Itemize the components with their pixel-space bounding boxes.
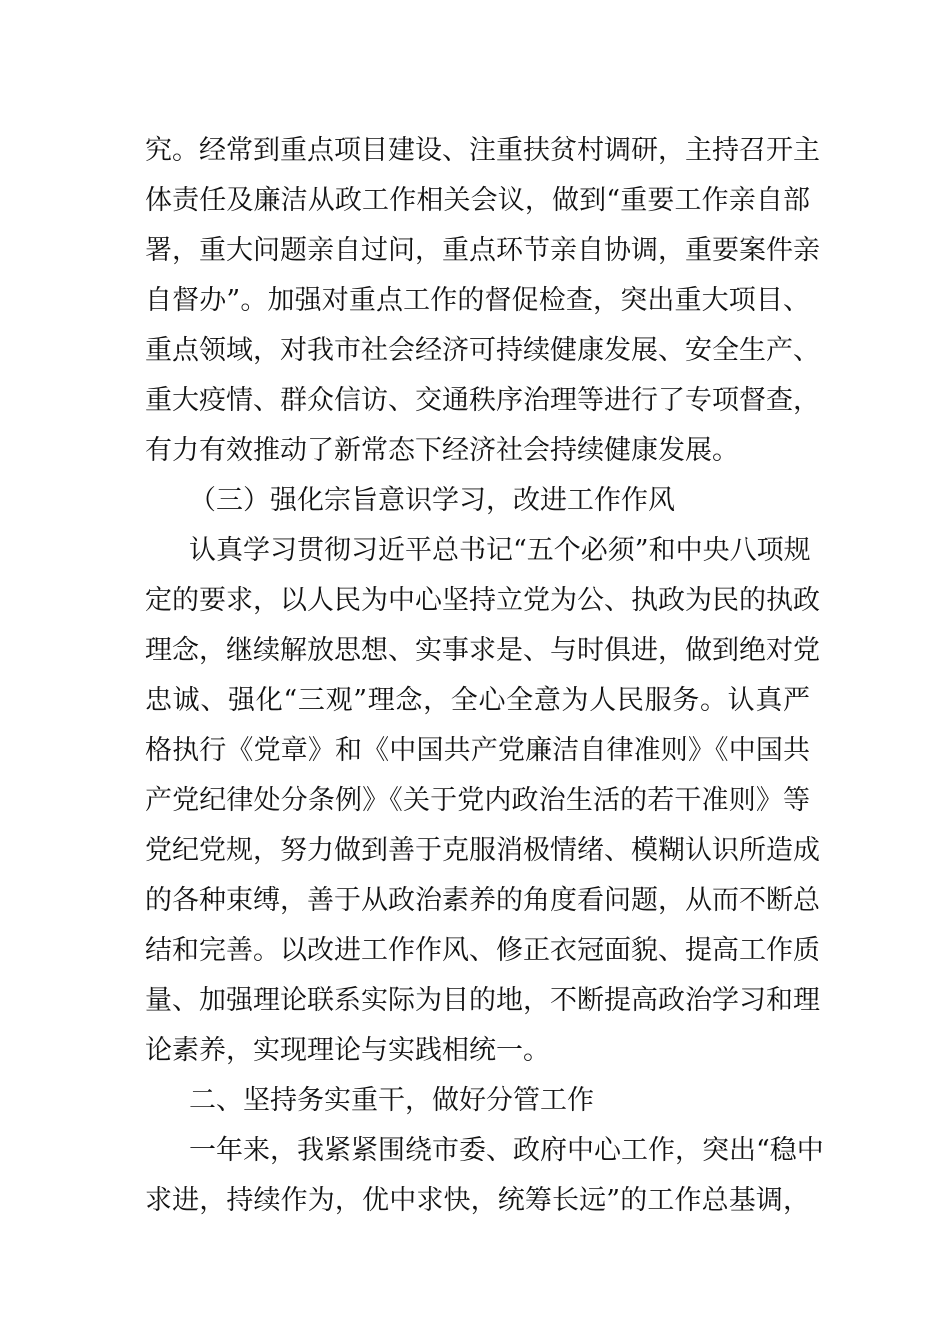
text-line: 认真学习贯彻习近平总书记“五个必须”和中央八项规 [189,535,811,566]
section-heading: 二、坚持务实重干，做好分管工作 [189,1085,594,1116]
text-line: 重点领域，对我市社会经济可持续健康发展、安全生产、 [145,335,820,366]
text-line: 忠诚、强化“三观”理念，全心全意为人民服务。认真严 [145,685,810,716]
text-line: 求进，持续作为，优中求快，统筹长远”的工作总基调， [145,1185,810,1216]
text-line: 论素养，实现理论与实践相统一。 [145,1035,550,1066]
text-line: 署，重大问题亲自过问，重点环节亲自协调，重要案件亲 [145,235,820,266]
text-line: 重大疫情、群众信访、交通秩序治理等进行了专项督查， [145,385,820,416]
document-body [145,126,824,1226]
text-line: 量、加强理论联系实际为目的地，不断提高政治学习和理 [145,985,820,1016]
text-line: 党纪党规，努力做到善于克服消极情绪、模糊认识所造成 [145,835,820,866]
text-line: 格执行《党章》和《中国共产党廉洁自律准则》《中国共 [145,735,810,766]
text-line: 结和完善。以改进工作作风、修正衣冠面貌、提高工作质 [145,935,820,966]
text-line: 定的要求，以人民为中心坚持立党为公、执政为民的执政 [145,585,820,616]
section-heading: （三）强化宗旨意识学习，改进工作作风 [189,485,675,516]
text-line: 究。经常到重点项目建设、注重扶贫村调研，主持召开主 [145,135,820,166]
text-line: 理念，继续解放思想、实事求是、与时俱进，做到绝对党 [145,635,820,666]
text-line: 体责任及廉洁从政工作相关会议，做到“重要工作亲自部 [145,185,810,216]
text-line: 一年来，我紧紧围绕市委、政府中心工作，突出“稳中 [189,1135,824,1166]
text-line: 有力有效推动了新常态下经济社会持续健康发展。 [145,435,739,466]
text-line: 的各种束缚，善于从政治素养的角度看问题，从而不断总 [145,885,820,916]
text-line: 产党纪律处分条例》《关于党内政治生活的若干准则》等 [145,785,810,816]
text-line: 自督办”。加强对重点工作的督促检查，突出重大项目、 [145,285,810,316]
